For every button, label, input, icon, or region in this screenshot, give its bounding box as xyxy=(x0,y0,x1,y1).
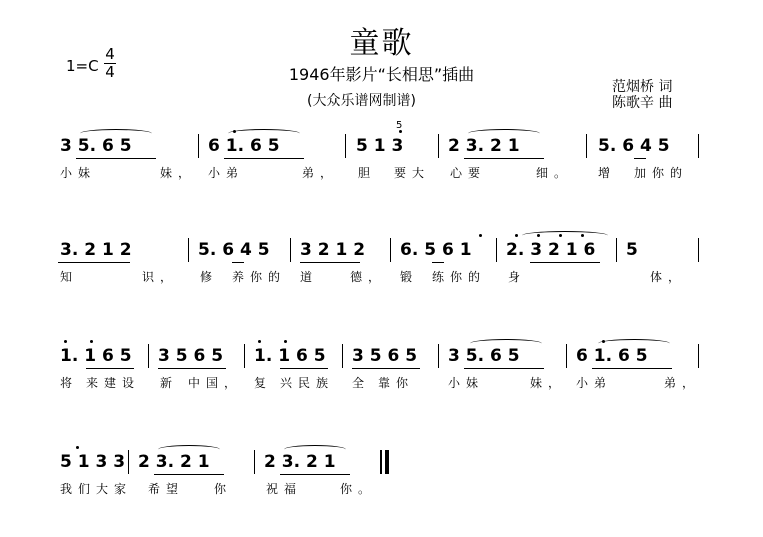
beam xyxy=(464,158,544,159)
lyric: 新 xyxy=(160,376,179,390)
beam xyxy=(530,262,600,263)
beam xyxy=(300,262,360,263)
measure-2-1: 3. 2 1 2 xyxy=(60,240,132,260)
octave-dot xyxy=(233,130,236,133)
measure-1-3: 5 1 3 xyxy=(356,136,404,156)
lyric: 靠你 xyxy=(378,376,415,390)
barline xyxy=(698,238,699,262)
measure-4-2: 2 3. 2 1 xyxy=(138,452,210,472)
barline xyxy=(342,344,343,368)
slur xyxy=(468,129,540,138)
slur xyxy=(80,129,152,138)
beam xyxy=(232,262,244,263)
lyric: 复 xyxy=(254,376,273,390)
barline xyxy=(198,134,199,158)
beam xyxy=(76,158,156,159)
octave-dot xyxy=(515,234,518,237)
lyric: 知 xyxy=(60,270,79,284)
beam xyxy=(592,368,672,369)
barline xyxy=(128,450,129,474)
measure-3-1: 1. 1 6 5 xyxy=(60,346,132,366)
lyric: 身 xyxy=(508,270,527,284)
notes-row xyxy=(58,450,706,478)
barline xyxy=(698,344,699,368)
lyric: 小弟 xyxy=(208,166,245,180)
lyric: 中国， xyxy=(188,376,243,390)
lyric: 心要 xyxy=(450,166,487,180)
measure-1-5: 5. 6 4 5 xyxy=(598,136,670,156)
slur xyxy=(470,339,542,348)
measure-2-2: 5. 6 4 5 xyxy=(198,240,270,260)
slur xyxy=(158,445,220,454)
beam xyxy=(58,262,130,263)
beam xyxy=(154,474,224,475)
lyric: 练你的 xyxy=(432,270,487,284)
barline xyxy=(390,238,391,262)
measure-2-4: 6. 5 6 1 xyxy=(400,240,472,260)
lyrics-row xyxy=(58,480,706,498)
lyric: 体， xyxy=(650,270,687,284)
barline xyxy=(148,344,149,368)
lyric: 养你的 xyxy=(232,270,287,284)
lyric: 道 xyxy=(300,270,319,284)
lyric: 希望 xyxy=(148,482,185,496)
measure-3-2: 3 5 6 5 xyxy=(158,346,224,366)
notes-row xyxy=(58,120,706,162)
slur xyxy=(284,445,346,454)
lyric: 细。 xyxy=(536,166,573,180)
lyric: 小弟 xyxy=(576,376,613,390)
beam xyxy=(86,368,134,369)
octave-dot xyxy=(90,340,93,343)
measure-4-1: 5 1 3 3 xyxy=(60,452,126,472)
lyric: 小妹 xyxy=(60,166,97,180)
lyric: 兴民族 xyxy=(280,376,335,390)
lyric: 胆 xyxy=(358,166,377,180)
final-barline-thin xyxy=(380,450,382,474)
slur xyxy=(228,129,300,138)
lyric: 将 xyxy=(60,376,79,390)
measure-2-3: 3 2 1 2 xyxy=(300,240,366,260)
lyric: 你。 xyxy=(340,482,377,496)
slur xyxy=(598,339,670,348)
slur xyxy=(522,231,608,240)
beam xyxy=(352,368,420,369)
beam xyxy=(464,368,544,369)
barline xyxy=(254,450,255,474)
time-signature xyxy=(103,46,117,81)
barline xyxy=(496,238,497,262)
lyric: 弟， xyxy=(302,166,339,180)
octave-dot xyxy=(479,234,482,237)
beam xyxy=(158,368,226,369)
barline xyxy=(566,344,567,368)
measure-2-6: 5 xyxy=(626,240,638,260)
octave-dot xyxy=(284,340,287,343)
grace-note: 5 xyxy=(396,120,403,131)
key-signature: 1=C xyxy=(66,57,99,75)
barline xyxy=(244,344,245,368)
measure-3-6: 6 1. 6 5 xyxy=(576,346,648,366)
lyric: 来建设 xyxy=(86,376,141,390)
meter-bottom: 4 xyxy=(105,63,115,81)
octave-dot xyxy=(559,234,562,237)
barline xyxy=(188,238,189,262)
beam xyxy=(280,368,328,369)
lyric: 德， xyxy=(350,270,387,284)
lyricist-credit: 范烟桥 词 xyxy=(612,79,673,95)
octave-dot xyxy=(602,340,605,343)
beam xyxy=(224,158,304,159)
barline xyxy=(290,238,291,262)
barline xyxy=(698,134,699,158)
octave-dot xyxy=(537,234,540,237)
measure-4-3: 2 3. 2 1 xyxy=(264,452,336,472)
lyric: 加你的 xyxy=(634,166,689,180)
score-maker-note: (大众乐谱网制谱) xyxy=(307,93,416,109)
measure-1-2: 6 1. 6 5 xyxy=(208,136,280,156)
lyric: 要大 xyxy=(394,166,431,180)
lyrics-row xyxy=(58,374,706,392)
meter-top: 4 xyxy=(105,45,115,63)
barline xyxy=(616,238,617,262)
lyric: 全 xyxy=(352,376,371,390)
measure-3-4: 3 5 6 5 xyxy=(352,346,418,366)
octave-dot xyxy=(581,234,584,237)
barline xyxy=(345,134,346,158)
final-barline-thick xyxy=(385,450,389,474)
measure-2-5: 2. 3 2 1 6 xyxy=(506,240,596,260)
beam xyxy=(634,158,646,159)
measure-1-4: 2 3. 2 1 xyxy=(448,136,520,156)
barline xyxy=(438,344,439,368)
song-subtitle: 1946年影片“长相思”插曲 xyxy=(288,65,475,84)
octave-dot xyxy=(76,446,79,449)
lyric: 增 xyxy=(598,166,617,180)
lyric: 修 xyxy=(200,270,219,284)
lyric: 小妹 xyxy=(448,376,485,390)
beam xyxy=(280,474,350,475)
notes-row xyxy=(58,238,706,266)
lyric: 妹， xyxy=(530,376,567,390)
lyrics-row xyxy=(58,164,706,182)
octave-dot xyxy=(64,340,67,343)
octave-dot xyxy=(258,340,261,343)
lyrics-row xyxy=(58,268,706,286)
barline xyxy=(586,134,587,158)
measure-3-5: 3 5. 6 5 xyxy=(448,346,520,366)
lyric: 弟， xyxy=(664,376,701,390)
composer-credit: 陈歌辛 曲 xyxy=(612,95,673,111)
measure-3-3: 1. 1 6 5 xyxy=(254,346,326,366)
lyric: 我们大家 xyxy=(60,482,133,496)
lyric: 你 xyxy=(214,482,233,496)
lyric: 识， xyxy=(142,270,179,284)
lyric: 祝福 xyxy=(266,482,303,496)
barline xyxy=(438,134,439,158)
song-title: 童歌 xyxy=(349,26,414,61)
lyric: 妹， xyxy=(160,166,197,180)
notes-row xyxy=(58,344,706,372)
measure-1-1: 3 5. 6 5 xyxy=(60,136,132,156)
beam xyxy=(432,262,444,263)
lyric: 锻 xyxy=(400,270,419,284)
